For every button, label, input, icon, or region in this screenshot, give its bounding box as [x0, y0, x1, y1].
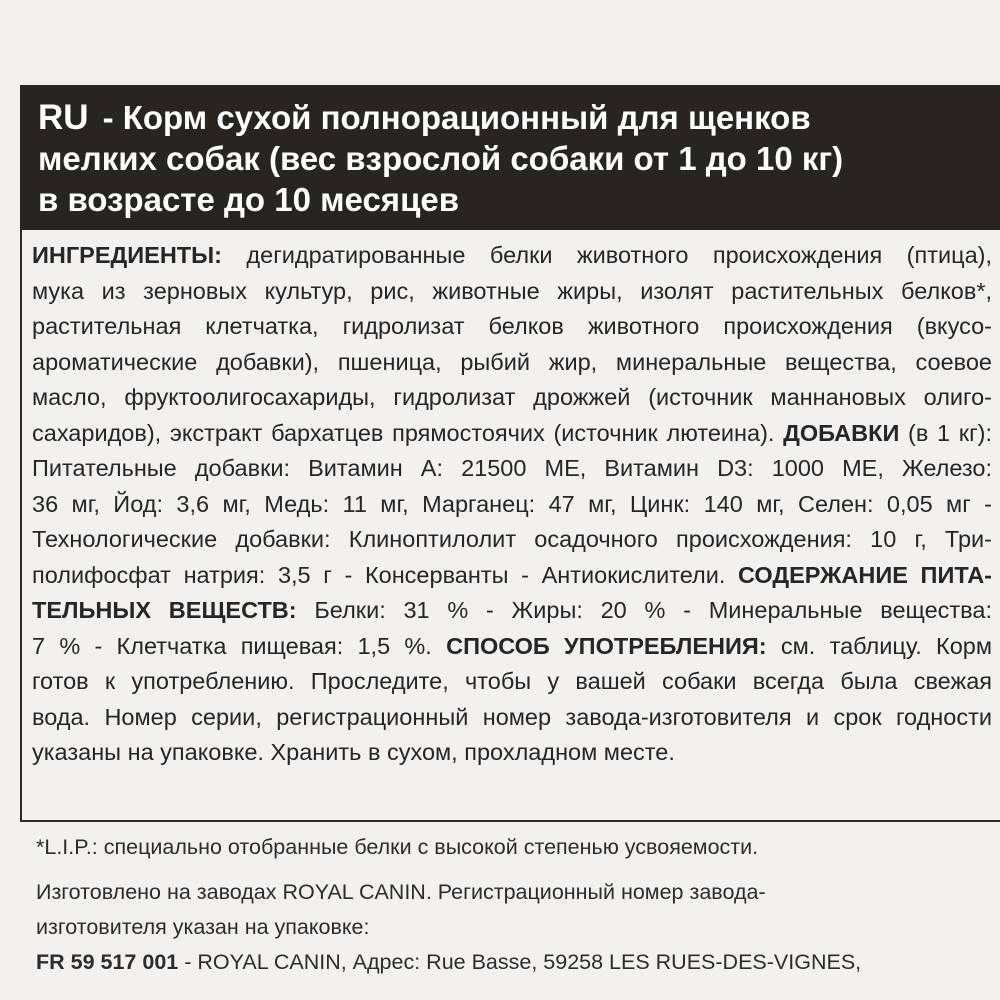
ingredients-line-1: ИНГРЕДИЕНТЫ: дегидратированные белки животного происхождения (птица),	[32, 242, 992, 268]
ingredients-block	[32, 238, 992, 771]
registration-number: FR 59 517 001	[36, 950, 179, 974]
usage-line-2: вода. Номер серии, регистрационный номер завода-изготовителя и срок годности	[32, 703, 992, 730]
nutrients-line-1: ТЕЛЬНЫХ ВЕЩЕСТВ: Белки: 31 % - Жиры: 20 % - Минеральные вещества:	[32, 597, 992, 623]
language-code: RU	[38, 98, 89, 137]
additives-line-4: полифосфат натрия: 3,5 г - Консерванты - Антиокислители. СОДЕРЖАНИЕ ПИТА-	[32, 561, 993, 588]
usage-line-1: готов к употреблению. Проследите, чтобы у вашей собаки всегда была свежая	[32, 668, 992, 694]
title-line-2: мелких собак (вес взрослой собаки от 1 до 10 кг)	[38, 140, 844, 177]
footnote-text: *L.I.P.: специально отобранные белки с высокой степенью усвояемости.	[36, 835, 759, 859]
ingredients-line-6: сахаридов), экстракт бархатцев прямостоячих (источник лютеина). ДОБАВКИ (в 1 кг):	[32, 419, 993, 446]
manufacturer-line-3: FR 59 517 001 - ROYAL CANIN, Адрес: Rue Basse, 59258 LES RUES-DES-VIGNES,	[36, 950, 862, 974]
footnote	[36, 830, 996, 865]
manufacturer-line-2: изготовителя указан на упаковке:	[36, 915, 370, 939]
nutrients-label: СОДЕРЖАНИЕ ПИТА-	[738, 561, 993, 588]
title-text-1: - Корм сухой полнорационный для щенков	[102, 99, 811, 136]
additives-line-2: 36 мг, Йод: 3,6 мг, Медь: 11 мг, Марганец: 47 мг, Цинк: 140 мг, Селен: 0,05 мг -	[32, 490, 992, 517]
ingredients-line-2: мука из зерновых культур, рис, животные жиры, изолят растительных белков*,	[32, 277, 992, 304]
ingredients-line-4: ароматические добавки), пшеница, рыбий жир, минеральные вещества, соевое	[32, 348, 992, 375]
ingredients-line-3: растительная клетчатка, гидролизат белков животного происхождения (вкусо-	[32, 313, 992, 339]
product-title-banner	[20, 85, 1000, 230]
additives-label: ДОБАВКИ	[783, 419, 900, 446]
title-line-3: в возрасте до 10 месяцев	[38, 181, 459, 218]
manufacturer-line-1: Изготовлено на заводах ROYAL CANIN. Регистрационный номер завода-	[36, 880, 766, 904]
manufacturer-info	[36, 875, 996, 980]
ingredients-line-5: масло, фруктоолигосахариды, гидролизат дрожжей (источник маннановых олиго-	[32, 384, 992, 410]
title-line-1	[38, 97, 1000, 138]
ingredients-label: ИНГРЕДИЕНТЫ:	[32, 242, 222, 268]
nutrients-line-2: 7 % - Клетчатка пищевая: 1,5 %. СПОСОБ УПОТРЕБЛЕНИЯ: см. таблицу. Корм	[32, 632, 993, 659]
additives-line-3: Технологические добавки: Клиноптилолит осадочного происхождения: 10 г, Три-	[32, 526, 992, 552]
usage-line-3: указаны на упаковке. Хранить в сухом, прохладном месте.	[32, 739, 675, 765]
usage-label: СПОСОБ УПОТРЕБЛЕНИЯ:	[446, 632, 767, 659]
additives-line-1: Питательные добавки: Витамин А: 21500 МЕ, Витамин D3: 1000 МЕ, Железо:	[32, 455, 992, 481]
